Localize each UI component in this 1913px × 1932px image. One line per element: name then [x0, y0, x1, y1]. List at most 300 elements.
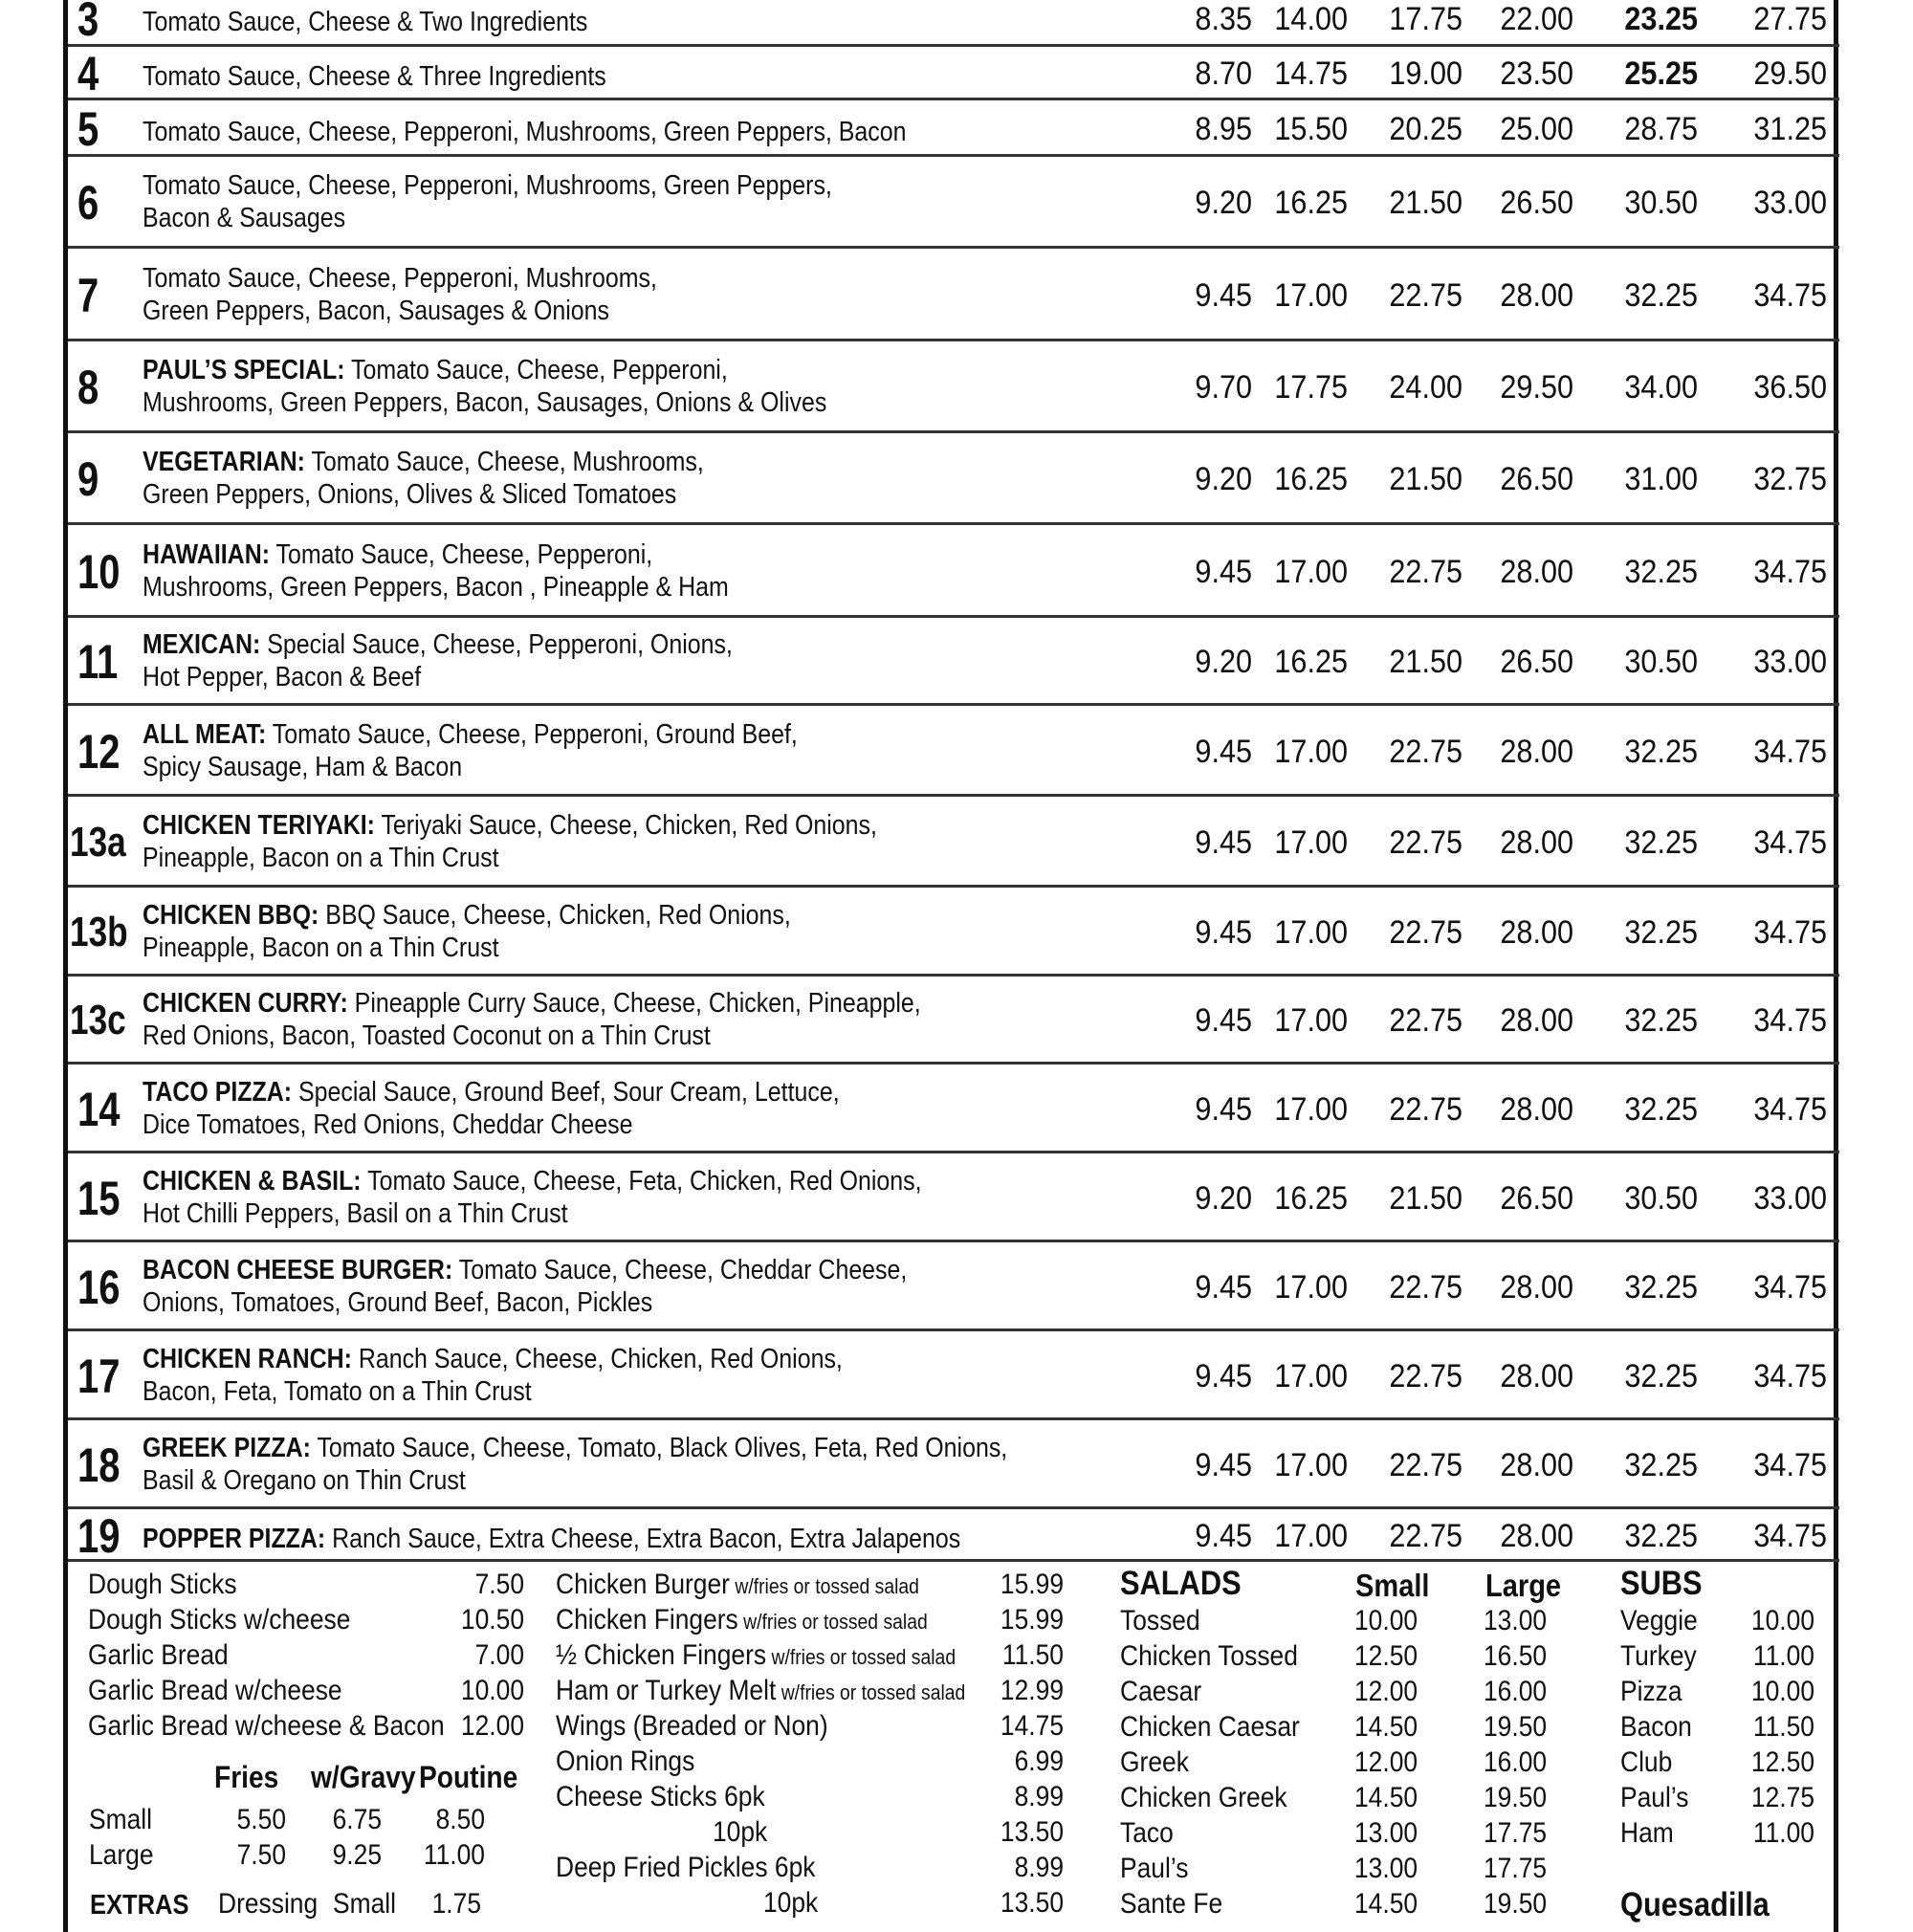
- pizza-description: [143, 354, 826, 419]
- extras-price: 1.75: [431, 1888, 481, 1920]
- pizza-ingredients-line1: Tomato Sauce, Cheese & Three Ingredients: [143, 61, 606, 92]
- salad-small-price: 14.50: [1354, 1782, 1418, 1813]
- side-item-price: 7.00: [474, 1639, 524, 1671]
- pizza-price: 22.00: [1500, 0, 1573, 37]
- pizza-name: CHICKEN RANCH:: [143, 1343, 352, 1374]
- pizza-price: 15.50: [1274, 110, 1348, 147]
- pizza-price: 28.00: [1500, 276, 1573, 314]
- salad-large-price: 17.75: [1484, 1853, 1548, 1884]
- pizza-price: 28.00: [1500, 1446, 1573, 1483]
- main-item-price: 11.50: [1001, 1639, 1064, 1671]
- pizza-price: 22.75: [1389, 1357, 1462, 1394]
- pizza-price: 17.00: [1274, 553, 1348, 590]
- pizza-description: [143, 446, 704, 511]
- salad-name: Chicken Tossed: [1120, 1640, 1298, 1672]
- salad-small-price: 12.00: [1354, 1676, 1418, 1707]
- pizza-ingredients-line2: Pineapple, Bacon on a Thin Crust: [143, 932, 499, 963]
- pizza-price: 25.00: [1500, 110, 1573, 147]
- salad-large-price: 13.00: [1484, 1605, 1548, 1636]
- fries-price: 11.00: [423, 1839, 485, 1871]
- pizza-price: 29.50: [1500, 369, 1573, 406]
- main-item-name: Chicken Burger: [556, 1569, 730, 1600]
- pizza-price: 23.25: [1624, 0, 1698, 37]
- salad-name: Taco: [1120, 1817, 1174, 1849]
- main-item: [556, 1850, 815, 1885]
- salad-large-price: 16.00: [1484, 1746, 1548, 1778]
- pizza-price: 34.75: [1753, 913, 1827, 951]
- pizza-price: 14.75: [1274, 55, 1348, 92]
- sub-price: 11.50: [1752, 1711, 1814, 1743]
- main-item-price: 15.99: [1000, 1569, 1064, 1600]
- fries-header: Fries: [214, 1760, 279, 1794]
- pizza-price: 32.25: [1624, 913, 1698, 951]
- pizza-ingredients-line1: Tomato Sauce, Cheese, Pepperoni, Ground Beef,: [266, 718, 798, 750]
- pizza-price: 9.45: [1195, 1357, 1252, 1394]
- pizza-ingredients-line2: Pineapple, Bacon on a Thin Crust: [143, 842, 499, 873]
- pizza-name: VEGETARIAN:: [143, 447, 305, 477]
- pizza-price: 9.45: [1195, 1268, 1252, 1306]
- pizza-price: 24.00: [1389, 369, 1462, 406]
- pizza-price: 8.95: [1195, 110, 1252, 147]
- pizza-price: 33.00: [1753, 1179, 1827, 1217]
- pizza-ingredients-line1: Special Sauce, Cheese, Pepperoni, Onions,: [260, 629, 733, 660]
- fries-header: w/Gravy: [311, 1760, 416, 1794]
- pizza-price: 9.45: [1195, 276, 1252, 314]
- pizza-name: CHICKEN TERIYAKI:: [143, 809, 375, 841]
- pizza-price: 34.00: [1624, 369, 1698, 406]
- pizza-price: 22.75: [1389, 1090, 1462, 1128]
- fries-price: 6.75: [332, 1804, 382, 1835]
- main-item-price: 8.99: [1014, 1781, 1064, 1812]
- salad-name: Chicken Caesar: [1120, 1711, 1300, 1743]
- pizza-ingredients-line1: Tomato Sauce, Cheese, Pepperoni,: [270, 538, 653, 570]
- main-item-name: Wings (Breaded or Non): [556, 1710, 828, 1742]
- pizza-name: GREEK PIZZA:: [143, 1432, 311, 1463]
- pizza-number: 6: [77, 176, 99, 230]
- main-item-name: 10pk: [713, 1816, 768, 1848]
- sub-name: Veggie: [1620, 1605, 1698, 1636]
- pizza-name: POPPER PIZZA:: [143, 1523, 326, 1554]
- pizza-number: 4: [77, 47, 99, 100]
- pizza-price: 9.20: [1195, 1179, 1252, 1217]
- pizza-name: CHICKEN & BASIL:: [143, 1165, 362, 1197]
- side-item-price: 7.50: [474, 1569, 524, 1600]
- pizza-price: 34.75: [1753, 1268, 1827, 1306]
- pizza-price: 14.00: [1274, 0, 1348, 37]
- fries-size: Large: [89, 1839, 154, 1871]
- pizza-price: 34.75: [1753, 1357, 1827, 1394]
- pizza-price: 9.45: [1195, 1002, 1252, 1039]
- salad-name: Caesar: [1120, 1676, 1202, 1707]
- pizza-price: 28.00: [1500, 1268, 1573, 1306]
- pizza-ingredients-line1: Tomato Sauce, Cheese, Cheddar Cheese,: [452, 1254, 908, 1285]
- pizza-ingredients-line2: Mushrooms, Green Peppers, Bacon , Pineapple & Ham: [143, 571, 729, 603]
- main-item: [556, 1637, 956, 1675]
- pizza-price: 17.75: [1274, 369, 1348, 406]
- fries-price: 8.50: [435, 1804, 485, 1835]
- pizza-price: 25.25: [1624, 55, 1698, 92]
- pizza-price: 9.45: [1195, 913, 1252, 951]
- pizza-price: 28.00: [1500, 823, 1573, 861]
- pizza-description: [143, 809, 877, 874]
- side-item-name: Garlic Bread w/cheese: [88, 1675, 342, 1706]
- pizza-row: [68, 706, 1839, 797]
- pizza-row: [68, 888, 1839, 977]
- subs-title: SUBS: [1620, 1565, 1703, 1602]
- pizza-ingredients-line1: Tomato Sauce, Cheese, Feta, Chicken, Red Onions,: [361, 1165, 922, 1197]
- pizza-price: 32.25: [1624, 1357, 1698, 1394]
- pizza-row: [68, 1331, 1839, 1420]
- side-item-name: Dough Sticks w/cheese: [88, 1604, 351, 1636]
- pizza-price: 22.75: [1389, 276, 1462, 314]
- extras-label: EXTRAS: [90, 1890, 189, 1921]
- extras-size: Small: [333, 1888, 397, 1920]
- pizza-description: [143, 1165, 922, 1230]
- fries-header: Poutine: [419, 1760, 518, 1794]
- pizza-name: HAWAIIAN:: [143, 538, 271, 570]
- pizza-ingredients-line2: Bacon, Feta, Tomato on a Thin Crust: [143, 1375, 532, 1407]
- main-item-price: 14.75: [1000, 1710, 1064, 1742]
- sub-price: 11.00: [1752, 1817, 1814, 1849]
- pizza-price: 26.50: [1500, 185, 1573, 221]
- salad-large-price: 19.50: [1484, 1711, 1548, 1743]
- fries-price: 9.25: [332, 1839, 382, 1871]
- pizza-description: [143, 718, 798, 783]
- pizza-price: 17.00: [1274, 1002, 1348, 1039]
- pizza-price: 9.20: [1195, 461, 1252, 497]
- pizza-price: 8.70: [1195, 55, 1252, 92]
- pizza-description: [143, 169, 832, 234]
- pizza-price: 9.70: [1195, 369, 1252, 406]
- pizza-price: 30.50: [1624, 1179, 1698, 1217]
- pizza-ingredients-line2: Basil & Oregano on Thin Crust: [143, 1464, 466, 1496]
- sub-name: Bacon: [1620, 1711, 1692, 1743]
- pizza-price: 9.45: [1195, 1446, 1252, 1483]
- pizza-name: ALL MEAT:: [143, 718, 267, 750]
- pizza-ingredients-line2: Red Onions, Bacon, Toasted Coconut on a Thin Crust: [143, 1021, 711, 1051]
- pizza-price: 28.00: [1500, 733, 1573, 770]
- pizza-price: 17.00: [1274, 1090, 1348, 1128]
- pizza-price: 32.25: [1624, 276, 1698, 314]
- pizza-price: 28.00: [1500, 1002, 1573, 1039]
- pizza-price: 21.50: [1389, 461, 1462, 497]
- pizza-ingredients-line2: Mushrooms, Green Peppers, Bacon, Sausages, Onions & Olives: [143, 387, 827, 418]
- salad-small-price: 12.00: [1354, 1746, 1418, 1778]
- pizza-name: PAUL’S SPECIAL:: [143, 355, 345, 385]
- pizza-price: 9.45: [1195, 733, 1252, 770]
- salad-small-price: 14.50: [1354, 1711, 1418, 1743]
- side-item-price: 10.50: [460, 1604, 524, 1636]
- pizza-description: [143, 987, 921, 1052]
- fries-size: Small: [89, 1804, 153, 1835]
- main-item-name: Ham or Turkey Melt: [556, 1675, 777, 1706]
- pizza-row: [68, 100, 1839, 157]
- pizza-ingredients-line1: Tomato Sauce, Cheese & Two Ingredients: [143, 6, 588, 37]
- pizza-price: 28.00: [1500, 1090, 1573, 1128]
- pizza-ingredients-line2: Spicy Sausage, Ham & Bacon: [143, 751, 463, 782]
- pizza-price: 32.25: [1624, 1002, 1698, 1039]
- pizza-price: 33.00: [1753, 185, 1827, 221]
- pizza-price: 34.75: [1753, 553, 1827, 590]
- main-item-name: 10pk: [763, 1887, 819, 1919]
- sub-price: 12.50: [1750, 1746, 1814, 1778]
- pizza-ingredients-line1: Ranch Sauce, Extra Cheese, Extra Bacon, Extra Jalapenos: [325, 1523, 961, 1554]
- sub-price: 11.00: [1752, 1640, 1814, 1672]
- pizza-price: 17.00: [1274, 276, 1348, 314]
- main-item-note: w/fries or tossed salad: [766, 1645, 956, 1669]
- pizza-price: 34.75: [1753, 1090, 1827, 1128]
- pizza-price: 22.75: [1389, 823, 1462, 861]
- pizza-price: 31.25: [1753, 110, 1827, 147]
- side-item-name: Dough Sticks: [88, 1569, 237, 1600]
- pizza-row: [68, 1420, 1839, 1509]
- pizza-price: 17.00: [1274, 1357, 1348, 1394]
- pizza-number: 13a: [70, 818, 126, 866]
- sub-price: 12.75: [1750, 1782, 1814, 1813]
- pizza-number: 5: [77, 101, 99, 156]
- pizza-number: 15: [77, 1171, 121, 1225]
- pizza-number: 11: [77, 635, 119, 689]
- main-item-name: Cheese Sticks 6pk: [556, 1781, 765, 1812]
- pizza-description: [143, 1523, 960, 1555]
- pizza-number: 14: [77, 1082, 121, 1136]
- pizza-price: 34.75: [1753, 276, 1827, 314]
- pizza-number: 3: [77, 0, 99, 46]
- salad-name: Sante Fe: [1120, 1888, 1223, 1920]
- salad-large-price: 19.50: [1484, 1888, 1548, 1920]
- pizza-ingredients-line1: Tomato Sauce, Cheese, Pepperoni, Mushrooms,: [143, 262, 657, 294]
- pizza-price: 9.20: [1195, 644, 1252, 680]
- salad-large-price: 17.75: [1484, 1817, 1548, 1849]
- pizza-price: 34.75: [1753, 1002, 1827, 1039]
- pizza-price: 9.20: [1195, 185, 1252, 221]
- salad-large-price: 19.50: [1484, 1782, 1548, 1813]
- sub-name: Club: [1620, 1746, 1673, 1778]
- pizza-description: [143, 899, 791, 964]
- pizza-price: 23.50: [1500, 55, 1573, 92]
- pizza-name: MEXICAN:: [143, 629, 261, 660]
- pizza-price: 21.50: [1389, 185, 1462, 221]
- pizza-price: 21.50: [1389, 1179, 1462, 1217]
- pizza-price: 28.00: [1500, 1517, 1573, 1554]
- main-item-note: w/fries or tossed salad: [737, 1610, 928, 1634]
- pizza-price: 22.75: [1389, 1002, 1462, 1039]
- pizza-row: [68, 1153, 1839, 1242]
- pizza-ingredients-line1: Special Sauce, Ground Beef, Sour Cream, Lettuce,: [292, 1076, 840, 1108]
- pizza-price: 32.25: [1624, 1446, 1698, 1483]
- pizza-price: 22.75: [1389, 1517, 1462, 1554]
- pizza-price: 17.00: [1274, 1446, 1348, 1483]
- pizza-ingredients-line1: BBQ Sauce, Cheese, Chicken, Red Onions,: [319, 899, 791, 931]
- pizza-ingredients-line1: Tomato Sauce, Cheese, Tomato, Black Olives, Feta, Red Onions,: [310, 1432, 1008, 1463]
- main-item-name: Chicken Fingers: [556, 1604, 738, 1636]
- main-item: [556, 1602, 928, 1639]
- pizza-price: 28.75: [1624, 110, 1698, 147]
- pizza-row: [68, 618, 1839, 706]
- pizza-number: 17: [77, 1349, 121, 1403]
- pizza-price: 34.75: [1753, 1517, 1827, 1554]
- pizza-price: 16.25: [1274, 461, 1348, 497]
- main-item-name: ½ Chicken Fingers: [556, 1639, 767, 1671]
- pizza-number: 13b: [70, 908, 128, 955]
- salad-small-price: 13.00: [1354, 1817, 1418, 1849]
- pizza-price: 28.00: [1500, 553, 1573, 590]
- pizza-price: 17.00: [1274, 1268, 1348, 1306]
- pizza-price: 33.00: [1753, 644, 1827, 680]
- salad-small-price: 12.50: [1354, 1640, 1418, 1672]
- side-item-name: Garlic Bread w/cheese & Bacon: [88, 1710, 445, 1742]
- pizza-name: BACON CHEESE BURGER:: [143, 1254, 453, 1285]
- pizza-price: 20.25: [1389, 110, 1462, 147]
- pizza-number: 7: [77, 268, 99, 322]
- pizza-price: 26.50: [1500, 644, 1573, 680]
- pizza-description: [143, 538, 729, 604]
- main-item: [763, 1885, 818, 1921]
- pizza-price: 19.00: [1389, 55, 1462, 92]
- pizza-ingredients-line2: Onions, Tomatoes, Ground Beef, Bacon, Pickles: [143, 1286, 653, 1318]
- pizza-price: 32.25: [1624, 1517, 1698, 1554]
- pizza-ingredients-line2: Green Peppers, Bacon, Sausages & Onions: [143, 295, 610, 326]
- salad-name: Paul’s: [1120, 1853, 1189, 1884]
- pizza-price: 36.50: [1753, 369, 1827, 406]
- pizza-price: 31.00: [1624, 461, 1698, 497]
- pizza-description: [143, 1343, 843, 1408]
- quesadilla-title: Quesadilla: [1620, 1886, 1770, 1923]
- pizza-name: CHICKEN CURRY:: [143, 988, 348, 1019]
- pizza-description: [143, 60, 606, 93]
- pizza-row: [68, 47, 1839, 100]
- main-item-price: 6.99: [1014, 1745, 1064, 1777]
- pizza-row: [68, 1509, 1839, 1562]
- side-item-name: Garlic Bread: [88, 1639, 229, 1671]
- pizza-price: 29.50: [1753, 55, 1827, 92]
- pizza-price: 22.75: [1389, 1446, 1462, 1483]
- pizza-price: 22.75: [1389, 733, 1462, 770]
- main-item-name: Onion Rings: [556, 1745, 695, 1777]
- pizza-row: [68, 433, 1839, 525]
- salad-small-price: 14.50: [1354, 1888, 1418, 1920]
- pizza-number: 9: [77, 452, 99, 506]
- main-item-price: 15.99: [1000, 1604, 1064, 1636]
- salads-small-header: Small: [1355, 1568, 1430, 1603]
- pizza-row: [68, 525, 1839, 618]
- pizza-ingredients-line2: Green Peppers, Onions, Olives & Sliced Tomatoes: [143, 479, 677, 510]
- pizza-row: [68, 797, 1839, 888]
- main-item: [556, 1779, 765, 1814]
- pizza-number: 13c: [70, 997, 126, 1043]
- salad-name: Chicken Greek: [1120, 1782, 1287, 1813]
- main-item-name: Deep Fried Pickles 6pk: [556, 1852, 816, 1883]
- pizza-row: [68, 977, 1839, 1065]
- pizza-price: 16.25: [1274, 185, 1348, 221]
- pizza-ingredients-line2: Hot Pepper, Bacon & Beef: [143, 662, 422, 692]
- pizza-price: 22.75: [1389, 553, 1462, 590]
- pizza-price: 30.50: [1624, 644, 1698, 680]
- main-item-price: 13.50: [1000, 1816, 1064, 1848]
- pizza-price: 32.75: [1753, 461, 1827, 497]
- pizza-row: [68, 249, 1839, 341]
- side-item-price: 12.00: [460, 1710, 524, 1742]
- pizza-price: 17.75: [1389, 0, 1462, 37]
- pizza-price: 32.25: [1624, 823, 1698, 861]
- pizza-price: 28.00: [1500, 1357, 1573, 1394]
- pizza-number: 18: [77, 1438, 121, 1492]
- extras-item: Dressing: [218, 1888, 319, 1920]
- pizza-description: [143, 262, 657, 327]
- main-item: [556, 1567, 919, 1604]
- pizza-price: 32.25: [1624, 1268, 1698, 1306]
- pizza-price: 30.50: [1624, 185, 1698, 221]
- pizza-description: [143, 6, 587, 38]
- pizza-price: 34.75: [1753, 823, 1827, 861]
- main-item-note: w/fries or tossed salad: [729, 1574, 919, 1598]
- main-item: [556, 1708, 828, 1744]
- sub-price: 10.00: [1750, 1605, 1814, 1636]
- pizza-ingredients-line2: Bacon & Sausages: [143, 203, 346, 233]
- pizza-price: 17.00: [1274, 733, 1348, 770]
- salads-large-header: Large: [1485, 1568, 1562, 1603]
- pizza-name: TACO PIZZA:: [143, 1076, 293, 1108]
- salad-small-price: 10.00: [1354, 1605, 1418, 1636]
- pizza-ingredients-line2: Dice Tomatoes, Red Onions, Cheddar Cheese: [143, 1109, 633, 1140]
- fries-price: 5.50: [236, 1804, 286, 1835]
- pizza-price: 32.25: [1624, 553, 1698, 590]
- pizza-ingredients-line1: Tomato Sauce, Cheese, Pepperoni, Mushrooms, Green Peppers,: [143, 170, 832, 201]
- pizza-price: 22.75: [1389, 913, 1462, 951]
- main-item-note: w/fries or tossed salad: [776, 1680, 966, 1704]
- pizza-name: CHICKEN BBQ:: [143, 899, 319, 931]
- pizza-description: [143, 1432, 1007, 1497]
- sub-price: 10.00: [1750, 1676, 1814, 1707]
- pizza-ingredients-line1: Ranch Sauce, Cheese, Chicken, Red Onions,: [351, 1343, 843, 1374]
- pizza-price: 26.50: [1500, 1179, 1573, 1217]
- pizza-row: [68, 1242, 1839, 1331]
- pizza-row: [68, 341, 1839, 433]
- pizza-price: 34.75: [1753, 733, 1827, 770]
- pizza-ingredients-line2: Hot Chilli Peppers, Basil on a Thin Crust: [143, 1197, 568, 1229]
- pizza-price: 28.00: [1500, 913, 1573, 951]
- pizza-ingredients-line1: Tomato Sauce, Cheese, Mushrooms,: [304, 447, 704, 477]
- pizza-price: 34.75: [1753, 1446, 1827, 1483]
- pizza-description: [143, 1254, 907, 1319]
- pizza-number: 12: [77, 724, 121, 779]
- pizza-ingredients-line1: Teriyaki Sauce, Cheese, Chicken, Red Onions,: [374, 809, 877, 841]
- pizza-price: 17.00: [1274, 913, 1348, 951]
- main-item-price: 13.50: [1000, 1887, 1064, 1919]
- pizza-price: 8.35: [1195, 0, 1252, 37]
- pizza-row: [68, 1065, 1839, 1153]
- sub-name: Paul’s: [1620, 1782, 1689, 1813]
- pizza-price: 17.00: [1274, 1517, 1348, 1554]
- pizza-price: 16.25: [1274, 644, 1348, 680]
- pizza-number: 19: [77, 1508, 121, 1563]
- salad-name: Tossed: [1120, 1605, 1200, 1636]
- pizza-price: 32.25: [1624, 1090, 1698, 1128]
- pizza-ingredients-line1: Tomato Sauce, Cheese, Pepperoni, Mushrooms, Green Peppers, Bacon: [143, 116, 907, 147]
- pizza-description: [143, 628, 733, 693]
- fries-price: 7.50: [236, 1839, 286, 1871]
- sub-name: Turkey: [1620, 1640, 1697, 1672]
- pizza-description: [143, 116, 907, 148]
- pizza-row: [68, 157, 1839, 249]
- pizza-ingredients-line1: Pineapple Curry Sauce, Cheese, Chicken, Pineapple,: [347, 988, 921, 1019]
- pizza-price: 17.00: [1274, 823, 1348, 861]
- salad-name: Greek: [1120, 1746, 1189, 1778]
- main-item-price: 8.99: [1014, 1852, 1064, 1883]
- pizza-price: 32.25: [1624, 733, 1698, 770]
- sub-name: Pizza: [1620, 1676, 1682, 1707]
- pizza-number: 16: [77, 1260, 121, 1314]
